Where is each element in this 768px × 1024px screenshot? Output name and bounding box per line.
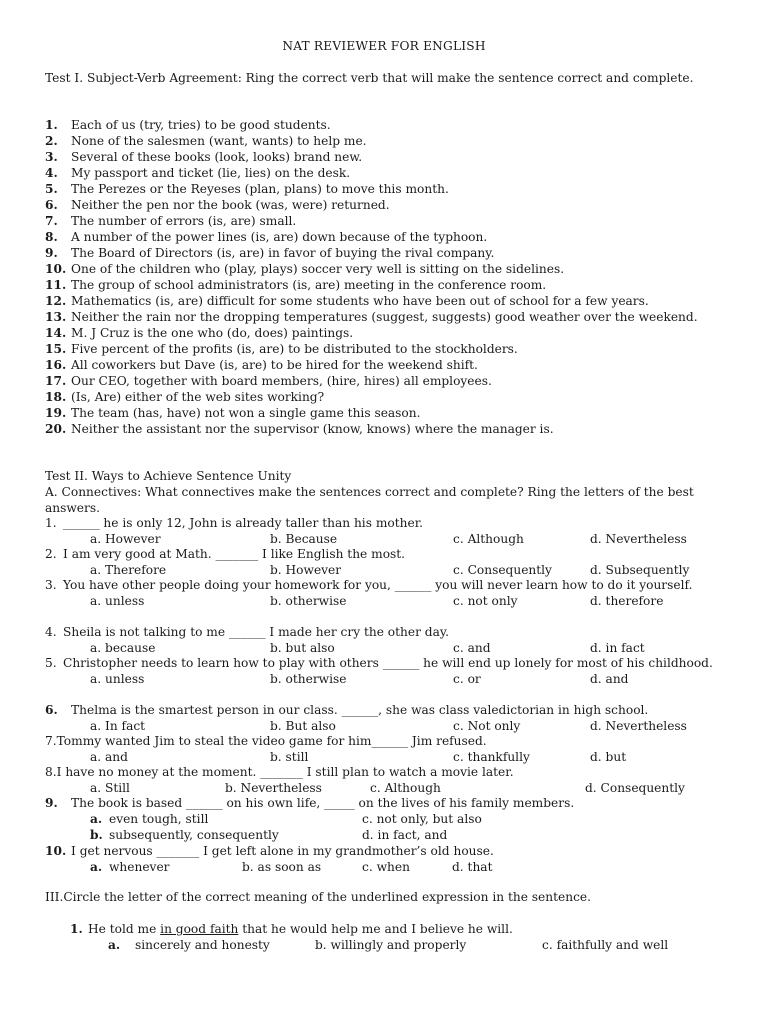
list-item: [45, 245, 725, 261]
option-d[interactable]: d. and: [590, 672, 629, 686]
options: a. even tough, still c. not only, but also: [90, 812, 482, 826]
list-item: [45, 309, 725, 325]
options: [45, 718, 725, 734]
question-7: 7.Tommy wanted Jim to steal the video game for him______ Jim refused. a. and b. still c. thankfully d. but: [45, 733, 725, 765]
list-item: [45, 181, 725, 197]
options: [45, 562, 725, 578]
item-text: None of the salesmen (want, wants) to help me.: [71, 134, 367, 148]
question-8: 8.I have no money at the moment. _______ I still plan to watch a movie later. a. Still b. Nevertheless c. Although d. Consequently: [45, 764, 725, 796]
option-b[interactable]: b. as soon as: [242, 860, 322, 874]
item-number: 15.: [45, 342, 67, 356]
option-c[interactable]: c. thankfully: [453, 750, 530, 764]
list-item: [45, 421, 725, 437]
item-text: The Perezes or the Reyeses (plan, plans) to move this month.: [71, 182, 449, 196]
options: [45, 671, 725, 687]
item-text: Neither the pen nor the book (was, were) returned.: [71, 198, 390, 212]
option-c[interactable]: c. Not only: [453, 719, 521, 733]
item-text: Five percent of the profits (is, are) to be distributed to the stockholders.: [71, 342, 518, 356]
item-number: 7.: [45, 214, 58, 228]
item-number: 17.: [45, 374, 67, 388]
item-number: 2.: [45, 134, 58, 148]
option-c[interactable]: c. faithfully and well: [542, 938, 669, 952]
item-number: 9.: [45, 246, 58, 260]
item-number: 18.: [45, 390, 67, 404]
item-text: A number of the power lines (is, are) down because of the typhoon.: [71, 230, 488, 244]
test1-list: [45, 117, 725, 437]
option-a[interactable]: a. However: [90, 532, 161, 546]
option-a[interactable]: a. Still: [90, 781, 130, 795]
question-3: 3. You have other people doing your homework for you, ______ you will never learn how to do it yourself. a. unless b. otherwise c. not only d. therefore: [45, 577, 725, 609]
item-text: Several of these books (look, looks) brand new.: [71, 150, 363, 164]
test2-heading: Test II. Ways to Achieve Sentence Unity: [45, 469, 292, 483]
option-a[interactable]: a. Therefore: [90, 563, 167, 577]
list-item: [45, 149, 725, 165]
item-text: The number of errors (is, are) small.: [71, 214, 297, 228]
options: b. subsequently, consequently d. in fact, and: [90, 828, 448, 842]
option-d[interactable]: d. Consequently: [585, 781, 685, 795]
option-a[interactable]: a. because: [90, 641, 156, 655]
question-1: 1. ______ he is only 12, John is already taller than his mother. a. However b. Because c. Although d. Nevertheless: [45, 515, 725, 547]
option-b[interactable]: b. still: [270, 750, 309, 764]
option-a[interactable]: even tough, still: [109, 812, 209, 826]
option-d[interactable]: d. Nevertheless: [590, 532, 687, 546]
test1-heading: Test I. Subject-Verb Agreement: Ring the correct verb that will make the sentence correct and complete.: [45, 71, 694, 85]
item-text: One of the children who (play, plays) soccer very well is sitting on the sidelines.: [71, 262, 565, 276]
item-number: 4.: [45, 166, 58, 180]
option-c[interactable]: c. or: [453, 672, 481, 686]
option-d[interactable]: d. Nevertheless: [590, 719, 687, 733]
option-b[interactable]: b. but also: [270, 641, 335, 655]
list-item: [45, 213, 725, 229]
item-text: My passport and ticket (lie, lies) on the desk.: [71, 166, 351, 180]
option-b[interactable]: subsequently, consequently: [109, 828, 279, 842]
item-text: M. J Cruz is the one who (do, does) paintings.: [71, 326, 354, 340]
list-item: [45, 117, 725, 133]
page-title: NAT REVIEWER FOR ENGLISH: [282, 39, 486, 53]
item-number: 13.: [45, 310, 67, 324]
question-4: 4. Sheila is not talking to me ______ I made her cry the other day. a. because b. but also c. and d. in fact: [45, 624, 725, 656]
item-number: 3.: [45, 150, 58, 164]
options: [45, 640, 725, 656]
option-d[interactable]: d. in fact, and: [362, 828, 448, 842]
option-b[interactable]: b. But also: [270, 719, 336, 733]
item-text: Neither the rain nor the dropping temperatures (suggest, suggests) good weather over the weekend.: [71, 310, 698, 324]
options: a. sincerely and honesty b. willingly and properly c. faithfully and well: [108, 938, 669, 952]
item-number: 1.: [45, 118, 58, 132]
options: [45, 531, 725, 547]
test3-question-1: 1. He told me in good faith that he would help me and I believe he will. a. sincerely and honesty b. willingly and properly c. faithfully and well: [70, 921, 730, 953]
options: a. whenever b. as soon as c. when d. that: [90, 860, 493, 874]
underlined-expression: in good faith: [160, 922, 239, 936]
options: [45, 749, 725, 765]
question-5: 5. Christopher needs to learn how to play with others ______ he will end up lonely for most of his childhood. a. unless b. otherwise c. or d. and: [45, 655, 725, 687]
item-text: The team (has, have) not won a single game this season.: [71, 406, 421, 420]
options: [45, 780, 725, 796]
item-text: Mathematics (is, are) difficult for some students who have been out of school for a few years.: [71, 294, 649, 308]
option-c[interactable]: c. when: [362, 860, 410, 874]
option-d[interactable]: d. therefore: [590, 594, 664, 608]
item-text: Our CEO, together with board members, (hire, hires) all employees.: [71, 374, 492, 388]
item-text: All coworkers but Dave (is, are) to be hired for the weekend shift.: [71, 358, 478, 372]
item-text: The Board of Directors (is, are) in favor of buying the rival company.: [71, 246, 495, 260]
option-d[interactable]: d. Subsequently: [590, 563, 690, 577]
option-c[interactable]: c. Although: [370, 781, 441, 795]
option-b[interactable]: b. Nevertheless: [225, 781, 322, 795]
option-c[interactable]: c. and: [453, 641, 491, 655]
question-6: 6. Thelma is the smartest person in our class. ______, she was class valedictorian in high school. a. In fact b. But also c. Not only d. Nevertheless: [45, 702, 725, 734]
option-a[interactable]: a. unless: [90, 672, 145, 686]
option-d[interactable]: d. in fact: [590, 641, 645, 655]
item-number: 6.: [45, 198, 58, 212]
list-item: [45, 293, 725, 309]
list-item: [45, 325, 725, 341]
option-c[interactable]: c. not only: [453, 594, 518, 608]
item-text: Neither the assistant nor the supervisor (know, knows) where the manager is.: [71, 422, 554, 436]
item-number: 11.: [45, 278, 67, 292]
item-number: 10.: [45, 262, 67, 276]
option-d[interactable]: d. that: [452, 860, 493, 874]
option-b[interactable]: b. However: [270, 563, 342, 577]
list-item: [45, 165, 725, 181]
item-text: Each of us (try, tries) to be good students.: [71, 118, 331, 132]
option-b[interactable]: b. Because: [270, 532, 338, 546]
list-item: [45, 341, 725, 357]
list-item: [45, 357, 725, 373]
item-number: 16.: [45, 358, 67, 372]
option-a[interactable]: a. unless: [90, 594, 145, 608]
item-number: 12.: [45, 294, 67, 308]
option-a[interactable]: whenever: [109, 860, 170, 874]
item-text: (Is, Are) either of the web sites working?: [71, 390, 325, 404]
option-c[interactable]: c. not only, but also: [362, 812, 482, 826]
list-item: [45, 197, 725, 213]
option-a[interactable]: sincerely and honesty: [135, 938, 270, 952]
question-9: 9. The book is based ______ on his own life, _____ on the lives of his family members. a. even tough, still c. not only, but also b. subsequently, consequently d. in fact, and: [45, 795, 725, 843]
list-item: [45, 229, 725, 245]
option-c[interactable]: c. Consequently: [453, 563, 552, 577]
item-number: 14.: [45, 326, 67, 340]
option-a[interactable]: a. and: [90, 750, 128, 764]
option-c[interactable]: c. Although: [453, 532, 524, 546]
list-item: [45, 405, 725, 421]
item-number: 20.: [45, 422, 67, 436]
option-b[interactable]: b. otherwise: [270, 594, 347, 608]
question-10: 10. I get nervous _______ I get left alone in my grandmother’s old house. a. whenever b. as soon as c. when d. that: [45, 843, 725, 875]
test2-instructions: A. Connectives: What connectives make the sentences correct and complete? Ring the letters of the best answers.: [45, 485, 694, 515]
list-item: [45, 277, 725, 293]
item-number: 8.: [45, 230, 58, 244]
list-item: [45, 389, 725, 405]
option-b[interactable]: b. willingly and properly: [315, 938, 467, 952]
test3-heading: III.Circle the letter of the correct meaning of the underlined expression in the sentence.: [45, 890, 591, 904]
option-d[interactable]: d. but: [590, 750, 627, 764]
list-item: [45, 133, 725, 149]
item-number: 19.: [45, 406, 67, 420]
option-a[interactable]: a. In fact: [90, 719, 146, 733]
question-2: 2. I am very good at Math. _______ I like English the most. a. Therefore b. However c. Consequently d. Subsequently: [45, 546, 725, 578]
item-text: The group of school administrators (is, are) meeting in the conference room.: [71, 278, 547, 292]
list-item: [45, 261, 725, 277]
item-number: 5.: [45, 182, 58, 196]
options: [45, 593, 725, 609]
option-b[interactable]: b. otherwise: [270, 672, 347, 686]
list-item: [45, 373, 725, 389]
